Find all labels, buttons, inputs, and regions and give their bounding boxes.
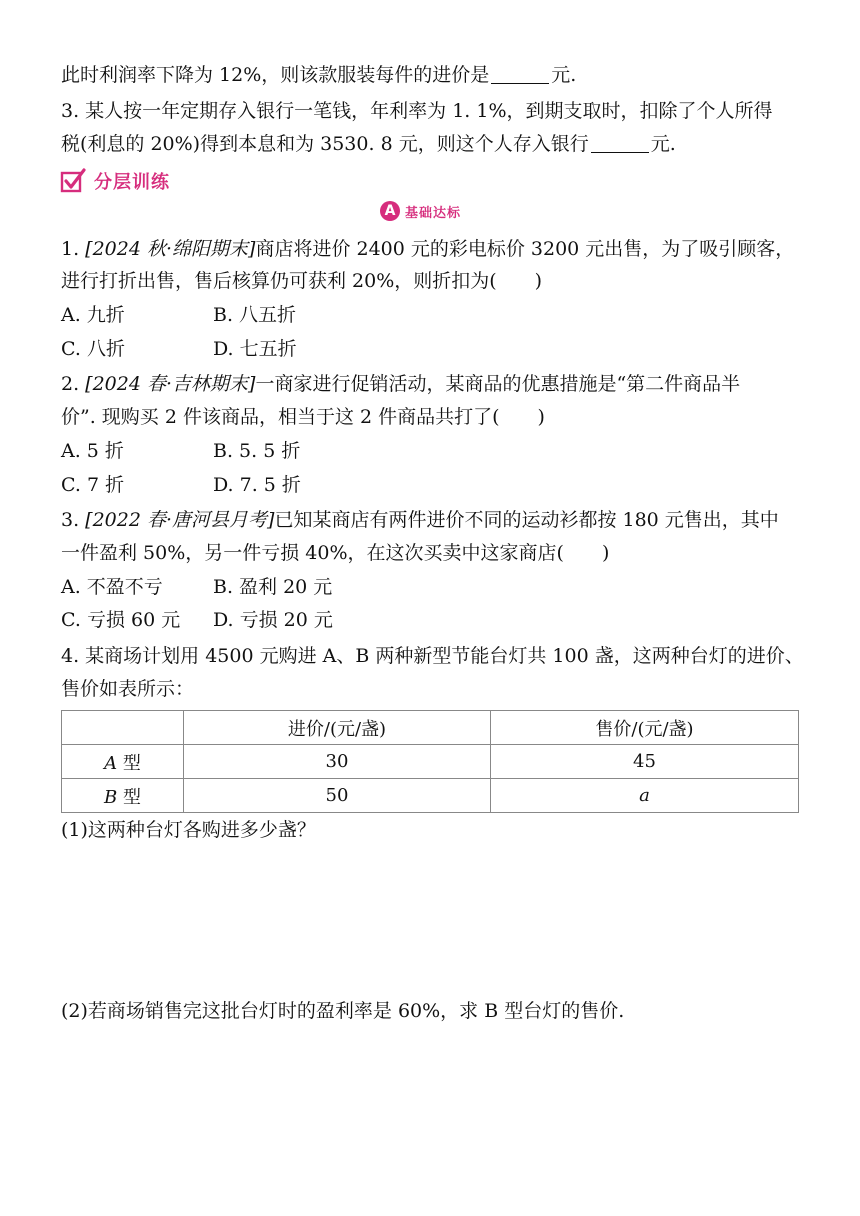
q1-line-1 — [61, 236, 794, 262]
q3-option-d[interactable]: D. 亏损 20 元 — [213, 609, 333, 631]
top-line-1-text: 此时利润率下降为 12%，则该款服装每件的进价是 — [61, 64, 490, 86]
top-line-1 — [61, 62, 576, 88]
q3-top-line-1: 3. 某人按一年定期存入银行一笔钱，年利率为 1. 1%，到期支取时，扣除了个人所得 — [61, 100, 773, 122]
table-cell-price: 45 — [491, 745, 799, 779]
sub-title: 基础达标 — [405, 205, 462, 221]
checkbox-icon — [60, 168, 86, 194]
q1-line-2: 进行打折出售，售后核算仍可获利 20%，则折扣为( ) — [61, 270, 543, 292]
q1-option-a[interactable]: A. 九折 — [61, 304, 125, 326]
q3-text-1: 已知某商店有两件进价不同的运动衫都按 180 元售出，其中 — [274, 509, 779, 531]
q2-option-a[interactable]: A. 5 折 — [61, 440, 124, 462]
top-line-1-unit: 元. — [551, 64, 577, 86]
q2-line-2: 价”. 现购买 2 件该商品，相当于这 2 件商品共打了( ) — [61, 406, 545, 428]
q4-line-1: 4. 某商场计划用 4500 元购进 A、B 两种新型节能台灯共 100 盏，这两种台灯的进价、 — [61, 645, 804, 667]
answer-blank[interactable] — [591, 132, 649, 153]
q2-number: 2. — [61, 373, 86, 395]
sub-heading — [380, 201, 461, 221]
q2-option-d[interactable]: D. 7. 5 折 — [213, 474, 301, 496]
q3-line-1 — [61, 507, 779, 533]
q3-option-c[interactable]: C. 亏损 60 元 — [61, 609, 181, 631]
table-cell-price: a — [491, 779, 799, 813]
table-header-cell: 售价/(元/盏) — [491, 711, 799, 745]
q3-top-line-2-unit: 元. — [650, 133, 676, 155]
q4-line-2: 售价如表所示： — [61, 678, 195, 700]
type-suffix: 型 — [117, 752, 141, 774]
price-table — [61, 710, 799, 813]
q4-sub-1: (1)这两种台灯各购进多少盏？ — [61, 819, 316, 841]
table-cell-type — [62, 745, 184, 779]
q4-sub-2: (2)若商场销售完这批台灯时的盈利率是 60%，求 B 型台灯的售价. — [61, 1000, 625, 1022]
q3-source: [2022 春·唐河县月考] — [85, 509, 275, 531]
q1-text-1: 商店将进价 2400 元的彩电标价 3200 元出售，为了吸引顾客， — [255, 238, 795, 260]
table-cell-cost: 50 — [184, 779, 491, 813]
q2-option-c[interactable]: C. 7 折 — [61, 474, 125, 496]
q1-source: [2024 秋·绵阳期末] — [85, 238, 256, 260]
answer-blank[interactable] — [491, 63, 549, 84]
type-suffix: 型 — [117, 786, 141, 808]
table-header-cell: 进价/(元/盏) — [184, 711, 491, 745]
table-row — [62, 745, 799, 779]
table-cell-cost: 30 — [184, 745, 491, 779]
q1-option-b[interactable]: B. 八五折 — [213, 304, 297, 326]
table-header-cell — [62, 711, 184, 745]
q3-number: 3. — [61, 509, 86, 531]
table-header-row — [62, 711, 799, 745]
q3-option-b[interactable]: B. 盈利 20 元 — [213, 576, 333, 598]
q2-option-b[interactable]: B. 5. 5 折 — [213, 440, 301, 462]
q1-option-d[interactable]: D. 七五折 — [213, 338, 297, 360]
q3-top-line-2 — [61, 131, 676, 157]
type-letter: A — [104, 752, 118, 774]
section-title: 分层训练 — [94, 172, 170, 193]
type-letter: B — [104, 786, 118, 808]
level-badge: A — [380, 201, 400, 221]
q1-option-c[interactable]: C. 八折 — [61, 338, 125, 360]
q2-source: [2024 春·吉林期末] — [85, 373, 256, 395]
q3-option-a[interactable]: A. 不盈不亏 — [61, 576, 163, 598]
q3-top-line-2-text: 税(利息的 20%)得到本息和为 3530. 8 元，则这个人存入银行 — [61, 133, 589, 155]
q2-text-1: 一商家进行促销活动，某商品的优惠措施是“第二件商品半 — [255, 373, 741, 395]
q1-number: 1. — [61, 238, 86, 260]
table-cell-type — [62, 779, 184, 813]
section-heading — [60, 168, 170, 194]
q3-line-2: 一件盈利 50%，另一件亏损 40%，在这次买卖中这家商店( ) — [61, 542, 610, 564]
q2-line-1 — [61, 371, 740, 397]
table-row — [62, 779, 799, 813]
